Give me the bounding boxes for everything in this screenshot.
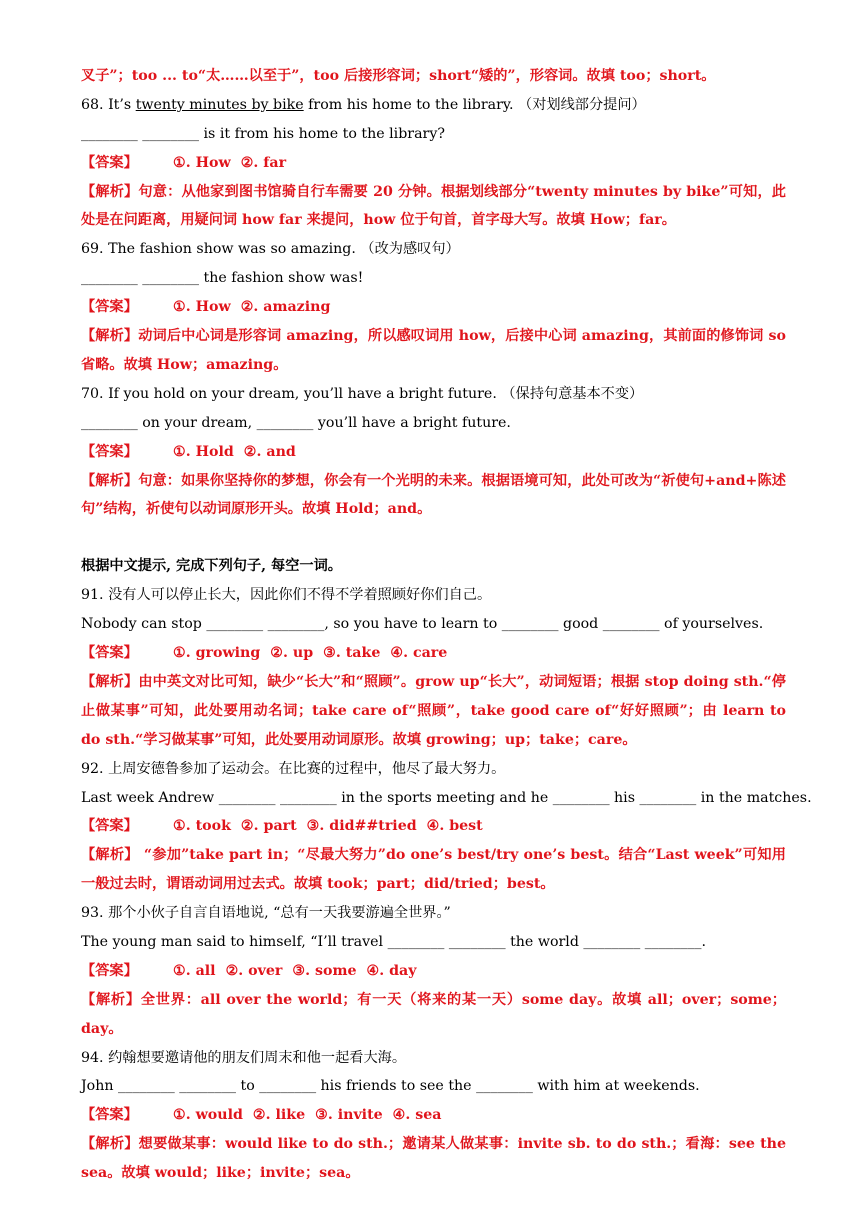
answer-93: 【答案】 ①. all ②. over ③. some ④. day: [81, 957, 786, 986]
question-70-blanks: ________ on your dream, ________ you’ll have a bright future.: [81, 414, 511, 431]
answer-68: 【答案】 ①. How ②. far: [81, 149, 786, 178]
question-68-blanks: ________ ________ is it from his home to the library?: [81, 125, 445, 142]
question-91: 91. 没有人可以停止长大，因此你们不得不学着照顾好你们自己。: [81, 587, 492, 604]
answer-label: 【答案】: [81, 154, 138, 171]
answer-92: 【答案】 ①. took ②. part ③. did##tried ④. best: [81, 812, 786, 841]
explanation-70: 【解析】句意：如果你坚持你的梦想，你会有一个光明的未来。根据语境可知，此处可改为“祈使句+and+陈述句”结构，祈使句以动词原形开头。故填 Hold；and。: [81, 472, 786, 518]
underlined-phrase: twenty minutes by bike: [135, 96, 304, 113]
explanation-69: 【解析】动词后中心词是形容词 amazing，所以感叹词用 how，后接中心词 amazing，其前面的修饰词 so 省略。故填 How；amazing。: [81, 328, 786, 373]
answer-label: 【答案】: [81, 962, 138, 979]
explanation-91: 【解析】由中英文对比可知，缺少“长大”和“照顾”。grow up“长大”，动词短语；根据 stop doing sth.“停止做某事”可知，此处要用动名词；take care of“照顾”，take good care of“好好照顾”；由 learn to do sth.“学习做某事”可知，此处要用动词原形。故填 growing；up；take；care。: [81, 673, 786, 748]
question-69: 69. The fashion show was so amazing. （改为感叹句）: [81, 241, 460, 258]
question-94-blanks: John ________ ________ to ________ his friends to see the ________ with him at weekends.: [81, 1078, 700, 1095]
question-91-blanks: Nobody can stop ________ ________, so you have to learn to ________ good ________ of yourselves.: [81, 616, 764, 633]
answer-label: 【答案】: [81, 645, 138, 662]
question-92: 92. 上周安德鲁参加了运动会。在比赛的过程中，他尽了最大努力。: [81, 760, 506, 777]
question-92-blanks: Last week Andrew ________ ________ in the sports meeting and he ________ his ________ in the matches.: [81, 789, 812, 806]
question-93: 93. 那个小伙子自言自语地说, “总有一天我要游遍全世界。”: [81, 905, 451, 922]
answer-label: 【答案】: [81, 299, 138, 316]
explanation-68: 【解析】句意：从他家到图书馆骑自行车需要 20 分钟。根据划线部分“twenty minutes by bike”可知，此处是在问距离，用疑问词 how far 来提问，how 位于句首，首字母大写。故填 How；far。: [81, 183, 786, 229]
section-gap: [81, 524, 786, 552]
question-70: 70. If you hold on your dream, you’ll have a bright future. （保持句意基本不变）: [81, 385, 644, 402]
prev-explanation-tail: 叉子”；too ... to“太……以至于”，too 后接形容词；short“矮的”，形容词。故填 too；short。: [81, 68, 716, 84]
document-page: [81, 62, 812, 1188]
explanation-92: 【解析】 “参加”take part in；“尽最大努力”do one’s best/try one’s best。结合“Last week”可知用一般过去时，谓语动词用过去式。故填 took；part；did/tried；best。: [81, 847, 786, 893]
explanation-93: 【解析】全世界：all over the world；有一天（将来的某一天）some day。故填 all；over；some；day。: [81, 991, 786, 1037]
question-93-blanks: The young man said to himself, “I’ll travel ________ ________ the world ________ ________.: [81, 934, 706, 950]
question-69-blanks: ________ ________ the fashion show was!: [81, 270, 364, 287]
answer-70: 【答案】 ①. Hold ②. and: [81, 438, 786, 467]
answer-label: 【答案】: [81, 1107, 138, 1124]
answer-94: 【答案】 ①. would ②. like ③. invite ④. sea: [81, 1101, 786, 1130]
question-68: 68. It’s twenty minutes by bike from his home to the library. （对划线部分提问）: [81, 96, 646, 113]
section-title: 根据中文提示, 完成下列句子, 每空一词。: [81, 558, 342, 575]
answer-91: 【答案】 ①. growing ②. up ③. take ④. care: [81, 639, 786, 668]
answer-label: 【答案】: [81, 818, 138, 835]
explanation-94: 【解析】想要做某事：would like to do sth.；邀请某人做某事：invite sb. to do sth.；看海：see the sea。故填 would；like；invite；sea。: [81, 1136, 786, 1182]
answer-69: 【答案】 ①. How ②. amazing: [81, 293, 786, 322]
question-94: 94. 约翰想要邀请他的朋友们周末和他一起看大海。: [81, 1049, 407, 1066]
answer-label: 【答案】: [81, 443, 138, 460]
